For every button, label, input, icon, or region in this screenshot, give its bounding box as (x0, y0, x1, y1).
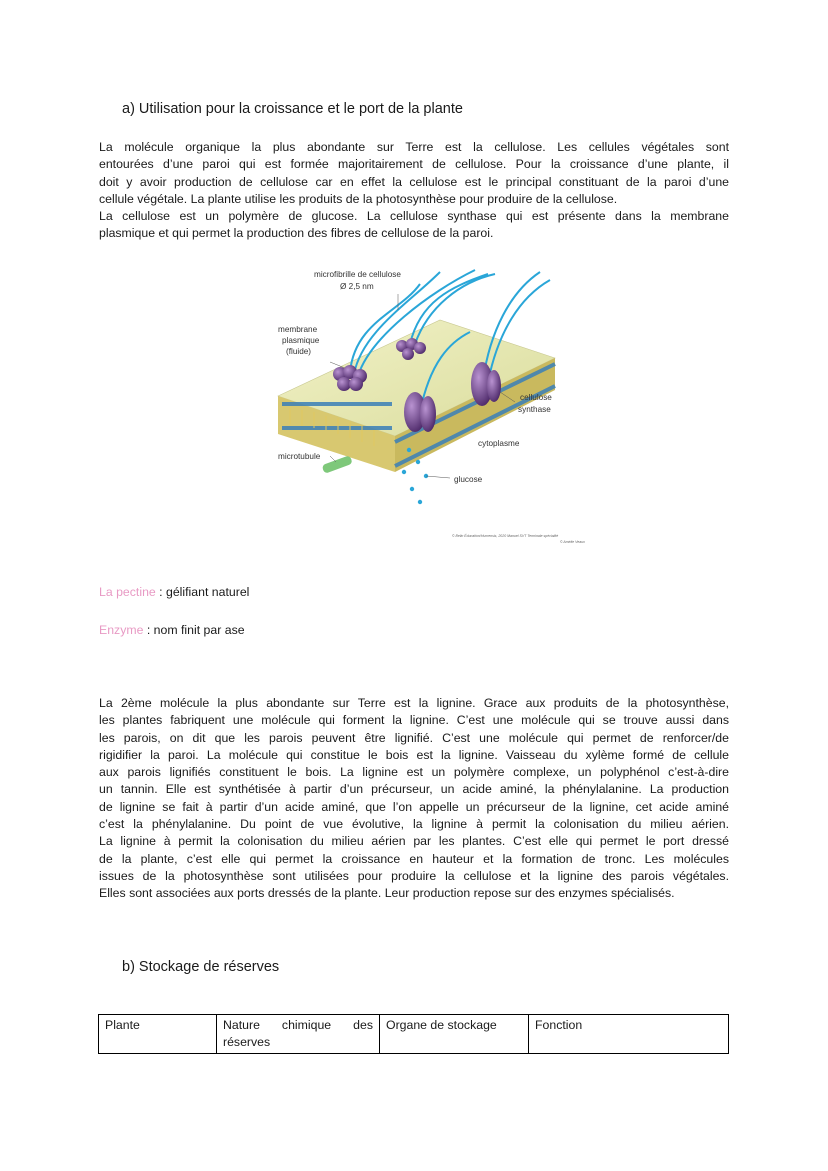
paragraph-line: cellule végétale. La plante utilise les produits de la photosynthèse pour produire de la cellulose. (99, 191, 618, 206)
table-header-cell: Plante (99, 1015, 217, 1054)
section-a-title: a) Utilisation pour la croissance et le port de la plante (122, 101, 463, 117)
label-glucose: glucose (454, 475, 483, 484)
paragraph-line: La cellulose est un polymère de glucose. La cellulose synthase qui est présente dans la membrane (99, 209, 729, 224)
reserves-table (98, 1014, 729, 1054)
label-microtubule: microtubule (278, 452, 321, 461)
paragraph-line: c’est la phénylalanine. Du point de vue évolutive, la lignine à permit la colonisation du milieu aérien. (99, 817, 729, 832)
paragraph-line: doit y avoir production de cellulose car en effet la cellulose est le principal constituant de la paroi d’une (99, 174, 729, 189)
paragraph-line: La 2ème molécule la plus abondante sur Terre est la lignine. Grace aux produits de la photosynthèse, (99, 696, 729, 710)
paragraph-line: les plantes fabriquent une molécule qui forment la lignine. C’est une molécule qui se trouve aussi dans (99, 713, 729, 728)
paragraph-line: plasmique et qui permet la production des fibres de cellulose de la paroi. (99, 226, 494, 241)
label-cytoplasm: cytoplasme (478, 439, 520, 448)
microtubule (322, 455, 353, 474)
paragraph-line: entourées d’une paroi qui est formée majoritairement de cellulose. Pour la croissance d’une plante, il (99, 157, 729, 172)
label-microfibril-size: Ø 2,5 nm (340, 282, 374, 291)
label-microfibril: microfibrille de cellulose (314, 270, 401, 279)
table-row (99, 1015, 729, 1054)
label-synthase-1: cellulose (520, 393, 552, 402)
table-header-cell: Fonction (529, 1015, 729, 1054)
paragraph-line: de lignine se fait à partir d’un acide aminé, que l’on appelle un précurseur de la lignine, cet acide aminé (99, 799, 729, 814)
label-synthase-2: synthase (518, 405, 551, 414)
paragraph-line: les parois, on dit que les parois peuvent être lignifié. C’est une molécule qui permet de renforcer/de (99, 730, 729, 745)
paragraph-line: La molécule organique la plus abondante sur Terre est la cellulose. Les cellules végétales sont (99, 140, 729, 154)
paragraph-line: issues de la photosynthèse sont utilisées pour produire la cellulose et la lignine des parois végétales. (99, 868, 729, 883)
paragraph-line: La lignine à permit la colonisation du milieu aérien par les plantes. C’est elle qui permet le port dressé (99, 834, 729, 849)
note-enzyme (99, 623, 245, 637)
section-b-title: b) Stockage de réserves (122, 959, 280, 975)
paragraph-line: de la plante, c’est elle qui permet la croissance en hauteur et la formation de tronc. Les molécules (99, 851, 729, 866)
figure-credit: © Belin Éducation/Humensis, 2020 Manuel SVT Terminale spécialité (452, 534, 559, 538)
cellulose-synthesis-figure (270, 262, 600, 547)
figure-credit-author: © Amélie Veaux (560, 540, 585, 544)
paragraph-lignine (99, 695, 729, 903)
table-header-cell: Nature chimique des réserves (217, 1015, 380, 1054)
paragraph-line: Elles sont associées aux ports dressés de la plante. Leur production repose sur des enzymes spécialisés. (99, 886, 675, 901)
label-membrane-2: plasmique (282, 336, 320, 345)
paragraph-cellulose (99, 139, 729, 243)
paragraph-line: aux parois lignifiés constituent le bois. La lignine est un polymère complexe, un polyphénol c’est-à-dire (99, 765, 729, 780)
note-term: La pectine (99, 585, 156, 599)
note-term: Enzyme (99, 623, 144, 637)
label-membrane-3: (fluide) (286, 347, 312, 356)
note-pectine (99, 585, 249, 599)
note-definition: : gélifiant naturel (155, 585, 250, 599)
note-definition: : nom finit par ase (143, 623, 245, 637)
table-header-cell: Organe de stockage (380, 1015, 529, 1054)
paragraph-line: un tannin. Elle est synthétisée à partir d’un précurseur, un acide aminé, la phénylalanine. La production (99, 782, 729, 797)
paragraph-line: rigidifier la paroi. La molécule qui constitue le bois est la lignine. Vaisseau du xylème formé de cellule (99, 747, 729, 762)
label-membrane-1: membrane (278, 325, 318, 334)
